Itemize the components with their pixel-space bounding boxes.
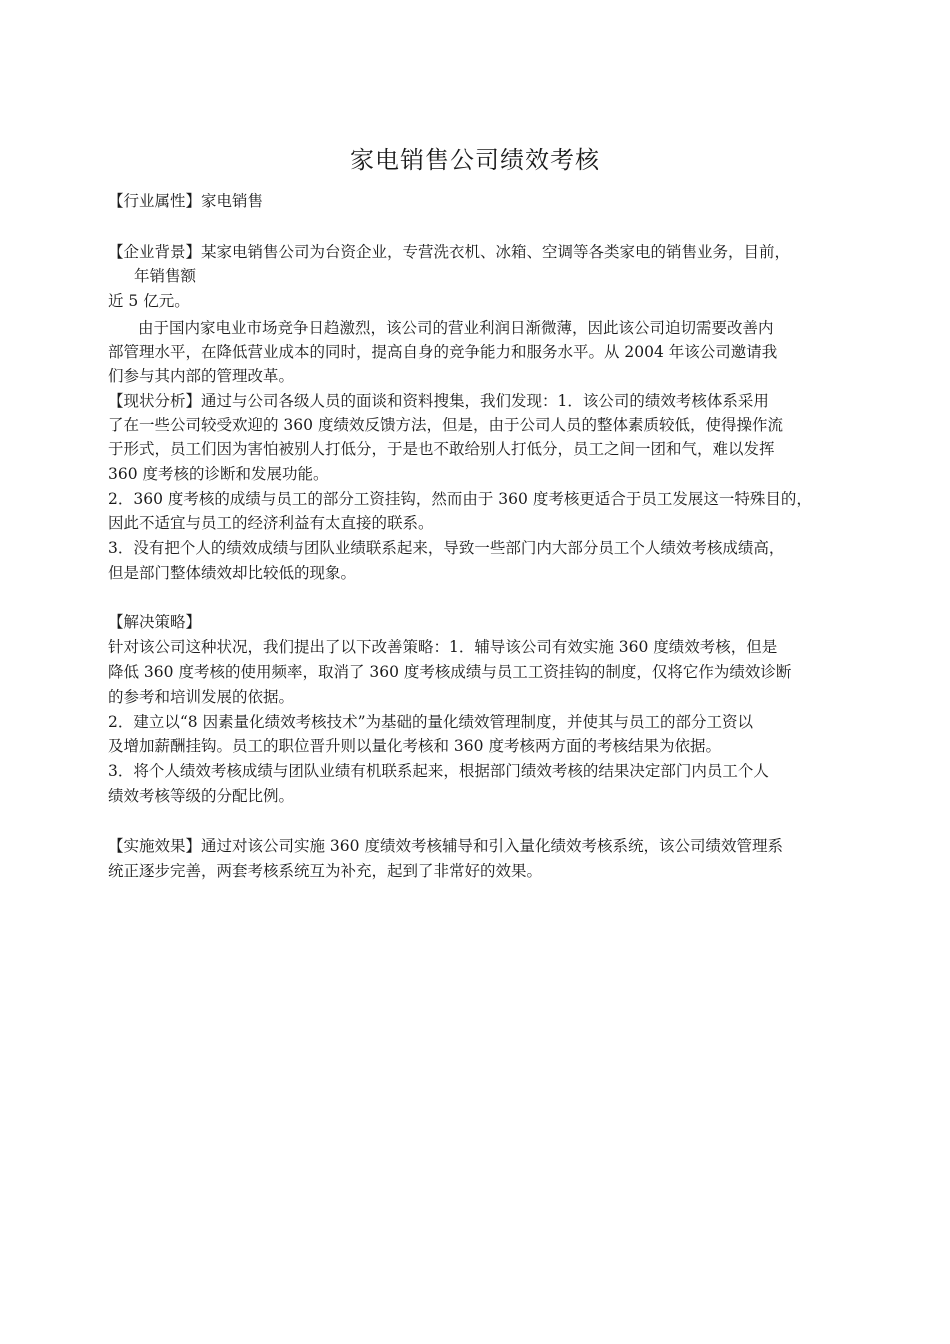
paragraph-line: 年销售额 (134, 267, 197, 285)
document-title: 家电销售公司绩效考核 (350, 146, 600, 174)
paragraph-line: 统正逐步完善，两套考核系统互为补充，起到了非常好的效果。 (108, 862, 543, 880)
paragraph-line: 及增加薪酬挂钩。员工的职位晋升则以量化考核和 360 度考核两方面的考核结果为依据。 (108, 737, 721, 755)
paragraph-line: 2．建立以“8 因素量化绩效考核技术”为基础的量化绩效管理制度，并使其与员工的部分工资以 (108, 713, 754, 731)
implementation-effect-line: 【实施效果】通过对该公司实施 360 度绩效考核辅导和引入量化绩效考核系统，该公司绩效管理系 (108, 837, 783, 855)
paragraph-line: 但是部门整体绩效却比较低的现象。 (108, 564, 357, 582)
paragraph-line: 3．没有把个人的绩效成绩与团队业绩联系起来，导致一些部门内大部分员工个人绩效考核成绩高， (108, 539, 785, 557)
paragraph-line: 3．将个人绩效考核成绩与团队业绩有机联系起来，根据部门绩效考核的结果决定部门内员工个人 (108, 762, 769, 780)
paragraph-line: 绩效考核等级的分配比例。 (108, 787, 295, 805)
paragraph-line: 了在一些公司较受欢迎的 360 度绩效反馈方法，但是，由于公司人员的整体素质较低，使得操作流 (108, 416, 783, 434)
paragraph-line: 降低 360 度考核的使用频率，取消了 360 度考核成绩与员工工资挂钩的制度，仅将它作为绩效诊断 (108, 663, 792, 681)
paragraph-line: 2．360 度考核的成绩与员工的部分工资挂钩，然而由于 360 度考核更适合于员工发展这一特殊目的， (108, 490, 812, 508)
solution-strategy-heading: 【解决策略】 (108, 613, 202, 631)
paragraph-line: 们参与其内部的管理改革。 (108, 367, 295, 385)
paragraph-line: 于形式，员工们因为害怕被别人打低分，于是也不敢给别人打低分，员工之间一团和气，难以发挥 (108, 440, 775, 458)
paragraph-line: 由于国内家电业市场竞争日趋激烈，该公司的营业利润日渐微薄，因此该公司迫切需要改善内 (138, 319, 774, 337)
paragraph-line: 360 度考核的诊断和发展功能。 (108, 465, 329, 483)
industry-attribute-line: 【行业属性】家电销售 (108, 192, 264, 210)
paragraph-line: 因此不适宜与员工的经济利益有太直接的联系。 (108, 514, 434, 532)
enterprise-background-line: 【企业背景】某家电销售公司为台资企业，专营洗衣机、冰箱、空调等各类家电的销售业务，目前， (108, 243, 791, 261)
current-analysis-line: 【现状分析】通过与公司各级人员的面谈和资料搜集，我们发现：1．该公司的绩效考核体系采用 (108, 392, 769, 410)
paragraph-line: 近 5 亿元。 (108, 292, 190, 310)
paragraph-line: 的参考和培训发展的依据。 (108, 688, 295, 706)
paragraph-line: 部管理水平，在降低营业成本的同时，提高自身的竞争能力和服务水平。从 2004 年该公司邀请我 (108, 343, 778, 361)
paragraph-line: 针对该公司这种状况，我们提出了以下改善策略：1．辅导该公司有效实施 360 度绩效考核，但是 (108, 638, 778, 656)
